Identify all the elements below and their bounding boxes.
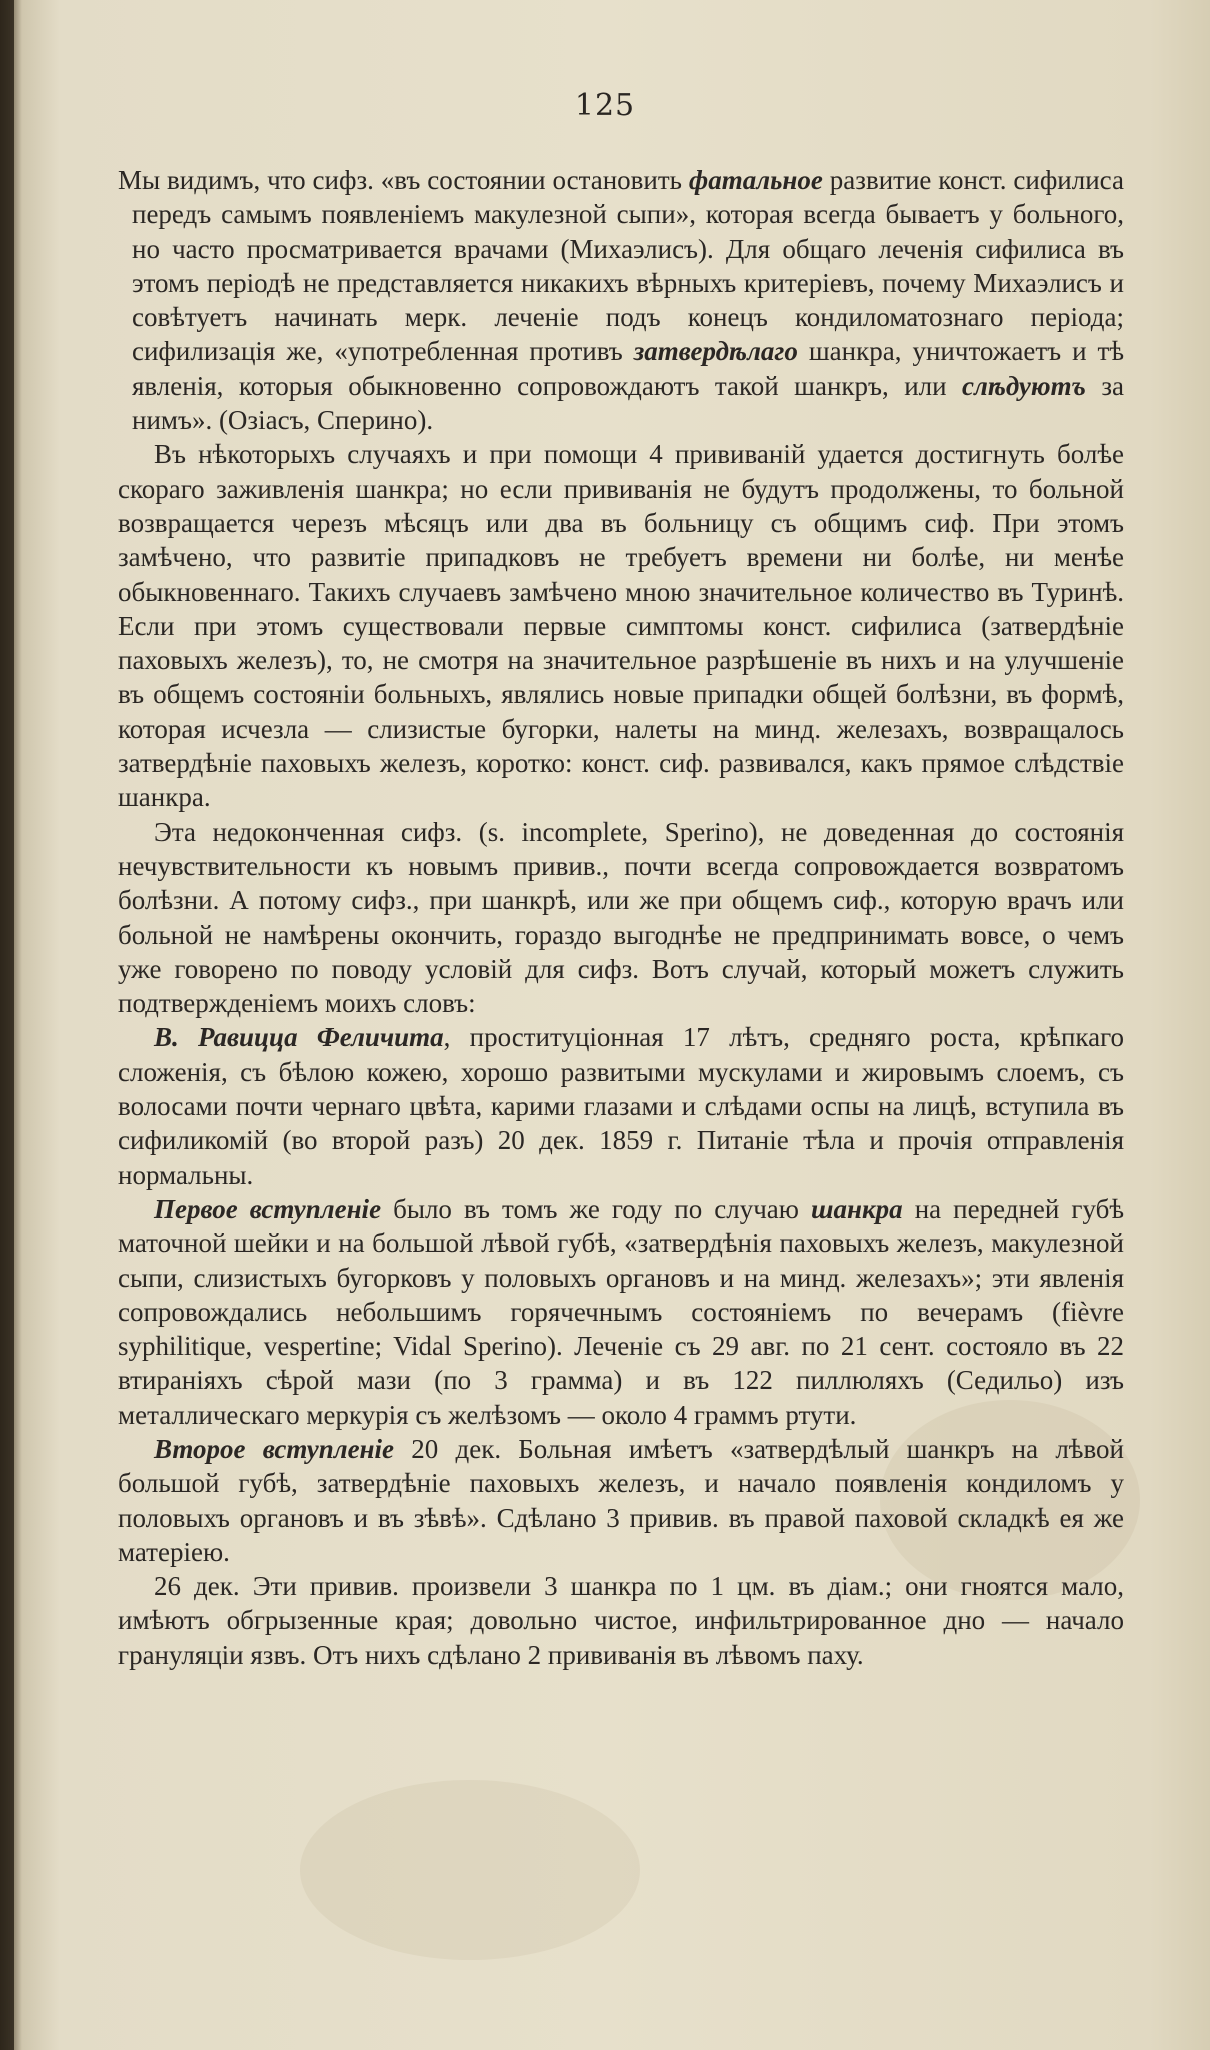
text-run: Мы видимъ, что сифз. «въ состоянии остановить (118, 165, 689, 195)
page-number: 125 (574, 88, 636, 123)
text-run: 26 дек. Эти привив. произвели 3 шанкра по 1 цм. въ діам.; они гноятся мало, имѣютъ обгрызенные края; довольно чистое, инфильтрированное дно — начало грануляціи язвъ. Отъ нихъ сдѣлано 2 прививанія въ лѣвомъ паху. (118, 1571, 1124, 1670)
italic-text-run: В. Равицца Феличита (154, 1022, 444, 1053)
text-run: Эта недоконченная сифз. (s. incomplete, Sperino), не доведенная до состоянія нечувствительности къ новымъ привив., почти всегда сопровождается возвратомъ болѣзни. А потому сифз., при шанкрѣ, или же при общемъ сиф., которую врачъ или больной не намѣрены окончить, гораздо выгоднѣе не предпринимать вовсе, о чемъ уже говорено по поводу условій для сифз. Вотъ случай, который можетъ служить подтвержденіемъ моихъ словъ: (118, 816, 1124, 1019)
text-run: шанкра, уничтожаетъ и тѣ явленія, которыя обыкновенно сопровождаютъ такой шанкръ, или (132, 336, 1124, 401)
text-run: за нимъ». (Озіасъ, Сперино). (132, 370, 1124, 436)
paragraph (118, 1020, 1124, 1191)
italic-text-run: слѣдуютъ (962, 370, 1086, 401)
text-run: Въ нѣкоторыхъ случаяхъ и при помощи 4 прививаній удается достигнуть болѣе скораго заживленія шанкра; но если прививанія не будутъ продолжены, то больной возвращается черезъ мѣсяцъ или два въ больницу съ общимъ сиф. При этомъ замѣчено, что развитіе припадковъ не требуетъ времени ни болѣе, ни менѣе обыкновеннаго. Такихъ случаевъ замѣчено мною значительное количество въ Туринѣ. Если при этомъ существовали первые симптомы конст. сифилиса (затвердѣніе паховыхъ железъ), то, не смотря на значительное разрѣшеніе въ нихъ и на улучшеніе въ общемъ состояніи больныхъ, являлись новые припадки общей болѣзни, въ формѣ, которая исчезла — слизистые бугорки, налеты на минд. железахъ, возвращалось затвердѣніе паховыхъ железъ, коротко: конст. сиф. развивался, какъ прямое слѣдствіе шанкра. (118, 439, 1124, 813)
body-text (118, 163, 1124, 1672)
paragraph (118, 1432, 1124, 1569)
italic-text-run: Второе вступленіе (154, 1433, 395, 1464)
paragraph (118, 163, 1124, 437)
text-run: на передней губѣ маточной шейки и на большой лѣвой губѣ, «затвердѣнія паховыхъ железъ, макулезной сыпи, слизистыхъ бугорковъ у половыхъ органовъ и на минд. железахъ»; эти явленія сопровождались небольшимъ горячечнымъ состояніемъ по вечерамъ (fièvre syphilitique, vespertine; Vidal Sperino). Леченіе съ 29 авг. по 21 сент. состояло въ 22 втираніяхъ сѣрой мази (по 3 грамма) и въ 122 пиллюляхъ (Седильо) изъ металлическаго меркурія съ желѣзомъ — около 4 граммъ ртути. (118, 1193, 1124, 1430)
paragraph (118, 437, 1124, 814)
book-spine-shadow (0, 0, 14, 2050)
text-run: , проституціонная 17 лѣтъ, средняго роста, крѣпкаго сложенія, съ бѣлою кожею, хорошо развитыми мускулами и жировымъ слоемъ, съ волосами почти чернаго цвѣта, карими глазами и слѣдами оспы на лицѣ, вступила въ сифиликомій (во второй разъ) 20 дек. 1859 г. Питаніе тѣла и прочія отправленія нормальны. (118, 1022, 1125, 1190)
paragraph (118, 1569, 1124, 1672)
paper-stain (300, 1780, 640, 1960)
paragraph (118, 815, 1124, 1021)
text-run: было въ томъ же году по случаю (381, 1193, 811, 1224)
italic-text-run: шанкра (810, 1193, 903, 1224)
italic-text-run: Первое вступленіе (154, 1193, 382, 1224)
italic-text-run: фатальное (688, 165, 823, 195)
text-run: развитие конст. сифилиса передъ самымъ появленіемъ макулезной сыпи», которая всегда бываетъ у больного, но часто просматривается врачами (Михаэлисъ). Для общаго леченія сифилиса въ этомъ періодѣ не представляется никакихъ вѣрныхъ критеріевъ, почему Михаэлисъ и совѣтуетъ начинать мерк. леченіе подъ конецъ кондиломатознаго періода; сифилизація же, «употребленная противъ (132, 165, 1124, 367)
paragraph (118, 1192, 1124, 1432)
text-run: 20 дек. Больная имѣетъ «затвердѣлый шанкръ на лѣвой большой губѣ, затвердѣніе паховыхъ железъ, и начало появленія кондиломъ у половыхъ органовъ и въ зѣвѣ». Сдѣлано 3 привив. въ правой паховой складкѣ ея же матеріею. (118, 1433, 1124, 1567)
italic-text-run: затвердѣлаго (633, 336, 798, 367)
